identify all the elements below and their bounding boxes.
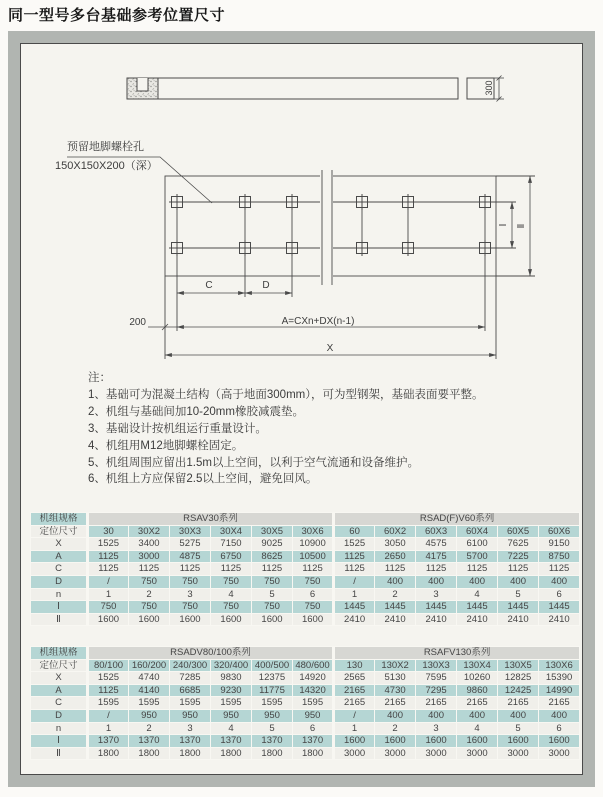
series-header: RSAFV130系列 [334,647,580,660]
dim-value: 8750 [539,550,580,563]
model-header: 30X6 [293,525,334,538]
model-header: 320/400 [211,659,252,672]
dim-value: 400 [457,709,498,722]
dim-value: 3 [416,722,457,735]
dim-value: 1 [88,722,129,735]
dim-value: 2165 [539,697,580,710]
dim-value: 1125 [88,684,129,697]
dim-value: 4140 [129,684,170,697]
model-header: 60X2 [375,525,416,538]
dim-value: 1125 [88,563,129,576]
dim-value: 2410 [375,613,416,626]
model-header: 480/600 [293,659,334,672]
table-row [31,697,580,710]
dim-value: 2165 [416,697,457,710]
dim-i-label: Ⅰ [498,223,509,227]
dim-value: 7225 [498,550,539,563]
dim-value: 1445 [416,601,457,614]
dim-value: 1125 [211,563,252,576]
dim-value: 750 [129,601,170,614]
dim-value: 2 [129,722,170,735]
dimension-table-rsav30-rsadv60 [30,512,580,626]
model-header: 30 [88,525,129,538]
dim-value: 1125 [457,563,498,576]
table-header-row [31,647,580,660]
table-row [31,747,580,760]
dim-value: 950 [170,709,211,722]
dim-value: 14320 [293,684,334,697]
dim-value: 750 [252,601,293,614]
dim-value: 400 [375,709,416,722]
model-header: 30X2 [129,525,170,538]
series-header: RSAD(F)V60系列 [334,513,580,526]
model-header: 130X3 [416,659,457,672]
dim-value: 6 [293,588,334,601]
table-corner-spec: 机组规格 [31,647,88,660]
dim-value: 3050 [375,538,416,551]
dimension-table-rsadv80-rsafv130 [30,646,580,760]
row-label: n [31,722,88,735]
dim-value: 1370 [88,735,129,748]
row-label: X [31,538,88,551]
dim-value: 7285 [170,672,211,685]
dim-value: 950 [293,709,334,722]
dim-value: 750 [252,575,293,588]
table-row [31,613,580,626]
dim-value: 1525 [88,538,129,551]
dim-value: 3000 [375,747,416,760]
dim-value: 4 [457,722,498,735]
dim-value: 750 [129,575,170,588]
row-label: Ⅱ [31,613,88,626]
dim-value: 3000 [129,550,170,563]
dim-value: 1370 [170,735,211,748]
model-header: 400/500 [252,659,293,672]
dim-value: 6 [539,588,580,601]
model-header: 30X3 [170,525,211,538]
model-header: 130 [334,659,375,672]
dim-value: 2410 [539,613,580,626]
dim-value: 3000 [457,747,498,760]
dim-value: 2165 [375,697,416,710]
dim-value: 7625 [498,538,539,551]
table-row [31,684,580,697]
dim-x-label: X [326,343,334,354]
dim-value: 11775 [252,684,293,697]
dim-value: 1125 [375,563,416,576]
dim-value: 1600 [252,613,293,626]
dim-value: 1800 [293,747,334,760]
dim-value: 8625 [252,550,293,563]
dim-value: 9230 [211,684,252,697]
model-header: 60 [334,525,375,538]
dim-value: 2650 [375,550,416,563]
dim-value: 400 [416,575,457,588]
page-title: 同一型号多台基础参考位置尺寸 [8,7,226,24]
dim-value: 2 [375,588,416,601]
dim-value: 2565 [334,672,375,685]
table-row [31,672,580,685]
dim-value: 15390 [539,672,580,685]
dim-value: 750 [293,575,334,588]
row-label: Ⅱ [31,747,88,760]
table-row [31,563,580,576]
dim-value: 9830 [211,672,252,685]
dim-value: 5 [252,588,293,601]
dim-value: 1595 [252,697,293,710]
row-label: n [31,588,88,601]
dim-value: 2410 [416,613,457,626]
dim-value: 3 [170,588,211,601]
dim-value: 2 [375,722,416,735]
model-header: 130X6 [539,659,580,672]
note-item: 6、机组上方应保留2.5以上空间，避免回风。 [88,473,318,486]
table-row [31,550,580,563]
dim-value: 6 [539,722,580,735]
dim-200-label: 200 [129,317,146,328]
dim-value: 1600 [88,613,129,626]
dim-value: 750 [170,601,211,614]
dim-value: 400 [539,709,580,722]
row-label: X [31,672,88,685]
series-header: RSAV30系列 [88,513,334,526]
bolt-hole-size-label: 150X150X200（深） [55,160,158,172]
dim-value: 1595 [129,697,170,710]
model-header: 130X2 [375,659,416,672]
model-header: 60X6 [539,525,580,538]
dim-value: 2165 [457,697,498,710]
dim-value: 5 [498,722,539,735]
dim-value: 10500 [293,550,334,563]
dim-value: 12425 [498,684,539,697]
dim-value: 9860 [457,684,498,697]
dim-value: 1800 [129,747,170,760]
dim-value: 1125 [416,563,457,576]
dim-value: 1600 [375,735,416,748]
model-header: 60X3 [416,525,457,538]
dim-value: 5 [498,588,539,601]
dim-value: 14990 [539,684,580,697]
row-label: D [31,709,88,722]
dim-value: 6 [293,722,334,735]
dim-value: 1445 [457,601,498,614]
model-header: 130X5 [498,659,539,672]
note-item: 4、机组用M12地脚螺栓固定。 [88,439,244,452]
dim-value: 1370 [211,735,252,748]
row-label: Ⅰ [31,601,88,614]
dim-value: / [88,709,129,722]
dim-value: 750 [88,601,129,614]
dim-value: 1 [88,588,129,601]
dim-value: 1125 [334,550,375,563]
dim-value: 4 [211,722,252,735]
table-row [31,709,580,722]
note-item: 1、基础可为混凝土结构（高于地面300mm），可为型钢架，基础表面要平整。 [88,388,484,401]
dim-value: 1125 [539,563,580,576]
dim-value: 1600 [129,613,170,626]
dim-value: 1800 [88,747,129,760]
dim-value: 4730 [375,684,416,697]
dim-value: 1525 [334,538,375,551]
dim-value: 1595 [211,697,252,710]
dim-value: 1600 [416,735,457,748]
dim-value: 2165 [334,697,375,710]
dim-value: 1600 [170,613,211,626]
dim-value: 1445 [539,601,580,614]
dim-value: 1600 [293,613,334,626]
dim-value: 5275 [170,538,211,551]
row-label: D [31,575,88,588]
dim-value: 3 [170,722,211,735]
dim-value: 6685 [170,684,211,697]
dim-value: 1445 [375,601,416,614]
model-header: 30X4 [211,525,252,538]
row-label: C [31,697,88,710]
dim-value: 1125 [293,563,334,576]
dim-value: 1800 [211,747,252,760]
model-header: 60X5 [498,525,539,538]
dim-value: 3000 [539,747,580,760]
row-label: A [31,684,88,697]
dim-value: 950 [211,709,252,722]
dim-value: 1125 [129,563,170,576]
dim-ii-label: Ⅱ [516,223,527,229]
dim-value: 1600 [498,735,539,748]
dim-value: 5700 [457,550,498,563]
dim-value: 400 [457,575,498,588]
dim-value: 1800 [170,747,211,760]
dim-c-label: C [205,280,213,291]
dim-value: 750 [211,575,252,588]
dim-value: 1600 [211,613,252,626]
dim-value: 2 [129,588,170,601]
dim-value: 950 [129,709,170,722]
dim-value: 5 [252,722,293,735]
model-header: 80/100 [88,659,129,672]
dim-value: / [88,575,129,588]
dim-a-formula-label: A=CXn+DX(n-1) [281,316,355,327]
dim-value: 400 [498,575,539,588]
notes-heading: 注： [88,372,111,384]
dim-value: 2410 [457,613,498,626]
dim-300-label: 300 [484,80,494,96]
table-corner-spec: 机组规格 [31,513,88,526]
bolt-hole-note-label: 预留地脚螺栓孔 [67,141,144,153]
table-row [31,601,580,614]
dim-value: 2165 [334,684,375,697]
dim-value: 2410 [498,613,539,626]
dim-value: 9025 [252,538,293,551]
dim-value: 4740 [129,672,170,685]
dim-value: 1600 [457,735,498,748]
dim-value: 400 [416,709,457,722]
dim-value: 1595 [88,697,129,710]
dim-value: 950 [252,709,293,722]
table-header-row [31,513,580,526]
dim-value: 10900 [293,538,334,551]
dim-value: 1370 [129,735,170,748]
dim-value: 1600 [539,735,580,748]
row-label: C [31,563,88,576]
table-corner-dim: 定位尺寸 [31,659,88,672]
dim-value: 3400 [129,538,170,551]
dim-value: 400 [498,709,539,722]
dim-value: 1125 [498,563,539,576]
dim-value: 3000 [334,747,375,760]
model-header: 30X5 [252,525,293,538]
dim-value: 1370 [293,735,334,748]
dim-value: 12825 [498,672,539,685]
table-row [31,722,580,735]
table-row [31,735,580,748]
dim-value: 1445 [498,601,539,614]
dim-value: 9150 [539,538,580,551]
dim-value: 4 [211,588,252,601]
dim-value: 1595 [293,697,334,710]
table-row [31,588,580,601]
dim-value: 10260 [457,672,498,685]
dim-value: 4575 [416,538,457,551]
dim-value: 7150 [211,538,252,551]
model-header-row [31,525,580,538]
dim-value: 7595 [416,672,457,685]
dim-value: 1595 [170,697,211,710]
table-row [31,538,580,551]
note-item: 3、基础设计按机组运行重量设计。 [88,422,267,435]
dim-value: 1600 [334,735,375,748]
dim-value: 12375 [252,672,293,685]
dim-value: / [334,709,375,722]
dim-value: 1525 [88,672,129,685]
table-row [31,575,580,588]
dim-value: 2410 [334,613,375,626]
dim-value: 1 [334,588,375,601]
row-label: A [31,550,88,563]
dim-value: 1370 [252,735,293,748]
dim-value: 1125 [170,563,211,576]
dim-value: 1445 [334,601,375,614]
dim-value: 1125 [88,550,129,563]
table-corner-dim: 定位尺寸 [31,525,88,538]
dim-value: 750 [293,601,334,614]
dim-value: 5130 [375,672,416,685]
model-header: 160/200 [129,659,170,672]
dim-value: 3000 [416,747,457,760]
dim-value: 4175 [416,550,457,563]
dim-value: 3000 [498,747,539,760]
model-header: 60X4 [457,525,498,538]
dim-value: 750 [211,601,252,614]
dim-value: 4 [457,588,498,601]
dim-value: / [334,575,375,588]
series-header: RSADV80/100系列 [88,647,334,660]
dim-value: 6750 [211,550,252,563]
model-header: 130X4 [457,659,498,672]
dim-d-label: D [262,280,270,291]
model-header-row [31,659,580,672]
row-label: Ⅰ [31,735,88,748]
dim-value: 7295 [416,684,457,697]
model-header: 240/300 [170,659,211,672]
dim-value: 750 [170,575,211,588]
note-item: 2、机组与基础间加10-20mm橡胶减震垫。 [88,405,304,418]
dim-value: 400 [539,575,580,588]
dim-value: 1125 [334,563,375,576]
dim-value: 1800 [252,747,293,760]
dim-value: 6100 [457,538,498,551]
dim-value: 400 [375,575,416,588]
notes-section [88,370,568,488]
dim-value: 3 [416,588,457,601]
note-item: 5、机组周围应留出1.5m以上空间，以利于空气流通和设备维护。 [88,456,419,469]
dim-value: 1 [334,722,375,735]
dim-value: 14920 [293,672,334,685]
dim-value: 4875 [170,550,211,563]
dim-value: 1125 [252,563,293,576]
dim-value: 2165 [498,697,539,710]
